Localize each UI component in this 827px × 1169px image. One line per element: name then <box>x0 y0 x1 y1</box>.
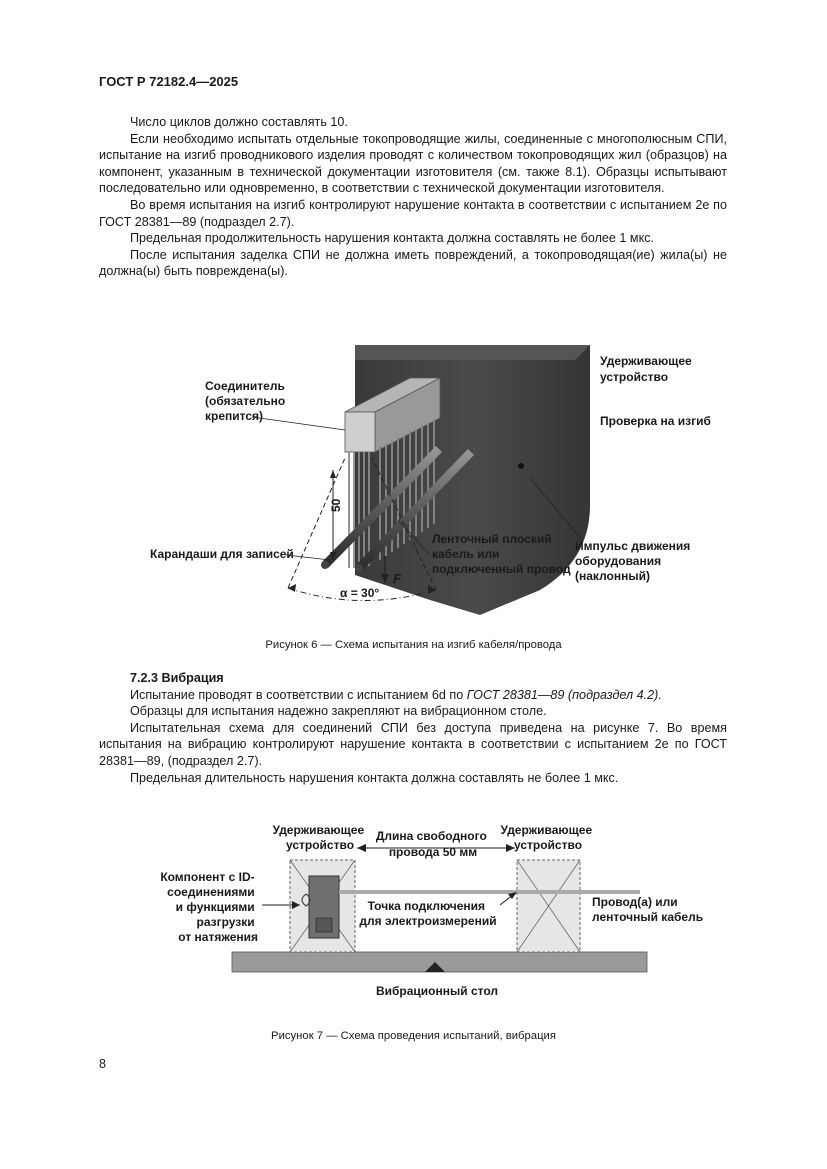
label-holder-left: Удерживающее устройство <box>272 823 365 852</box>
dimension-50: 50 <box>329 498 343 512</box>
paragraph: Испытательная схема для соединений СПИ без доступа приведена на рисунке 7. Во время испытания на вибрацию контролируют нарушение контакта в соответствии с испытанием 2е по ГОСТ 28381—89, (подраздел 2.7). <box>99 720 727 768</box>
label-connector: Соединитель (обязательно крепится) <box>205 379 286 423</box>
force-label: F <box>393 571 401 586</box>
paragraph: Число циклов должно составлять 10. <box>130 115 348 129</box>
angle-label: α = 30° <box>340 586 380 600</box>
document-code: ГОСТ Р 72182.4—2025 <box>99 74 239 89</box>
paragraph: После испытания заделка СПИ не должна иметь повреждений, а токопроводящая(ие) жила(ы) не должна(ы) быть повреждена(ы). <box>99 247 727 279</box>
section-title: 7.2.3 Вибрация <box>130 671 224 685</box>
label-free-length: Длина свободного провода 50 мм <box>375 829 487 859</box>
paragraph: Образцы для испытания надежно закрепляют на вибрационном столе. <box>130 704 547 719</box>
label-holder-right: Удерживающее устройство <box>500 823 593 852</box>
label-impulse: Импульс движения оборудования (наклонный) <box>575 539 691 583</box>
right-holding-device <box>517 860 580 952</box>
label-holding-device: Удерживающее устройство <box>600 354 692 384</box>
label-bend-check: Проверка на изгиб <box>600 414 711 428</box>
label-wire: Провод(а) или ленточный кабель <box>592 895 704 924</box>
figure-6-caption: Рисунок 6 — Схема испытания на изгиб кабеля/провода <box>265 639 562 651</box>
label-vibration-table: Вибрационный стол <box>375 984 499 998</box>
paragraph: Во время испытания на изгиб контролируют нарушение контакта в соответствии с испытанием 2е по ГОСТ 28381—89 (подраздел 2.7). <box>99 197 727 229</box>
page-number: 8 <box>99 1057 107 1071</box>
paragraph: Предельная длительность нарушения контакта должна составлять не более 1 мкс. <box>130 770 619 785</box>
label-measure-point: Точка подключения для электроизмерений <box>359 899 497 928</box>
label-cable: Ленточный плоский кабель или подключенный провод <box>432 532 571 576</box>
paragraph: Испытание проводят в соответствии с испытанием 6d по ГОСТ 28381—89 (подраздел 4.2). <box>130 687 662 702</box>
label-component: Компонент с ID- соединениями и функциями разгрузки от натяжения <box>160 870 258 944</box>
paragraph: Предельная продолжительность нарушения контакта должна составлять не более 1 мкс. <box>130 231 655 246</box>
figure-7-caption: Рисунок 7 — Схема проведения испытаний, вибрация <box>271 1030 556 1042</box>
label-pencils: Карандаши для записей <box>150 547 294 561</box>
paragraph: Если необходимо испытать отдельные токопроводящие жилы, соединенные с многополюсным СПИ, испытание на изгиб проводникового изделия проводят с количеством токопроводящих жил (образцов) на компонент, указанным в технической документации изготовителя (см. также 8.1). Образцы испытывают последовательно или одновременно, в соответствии с технической документации изготовителя. <box>99 131 727 196</box>
